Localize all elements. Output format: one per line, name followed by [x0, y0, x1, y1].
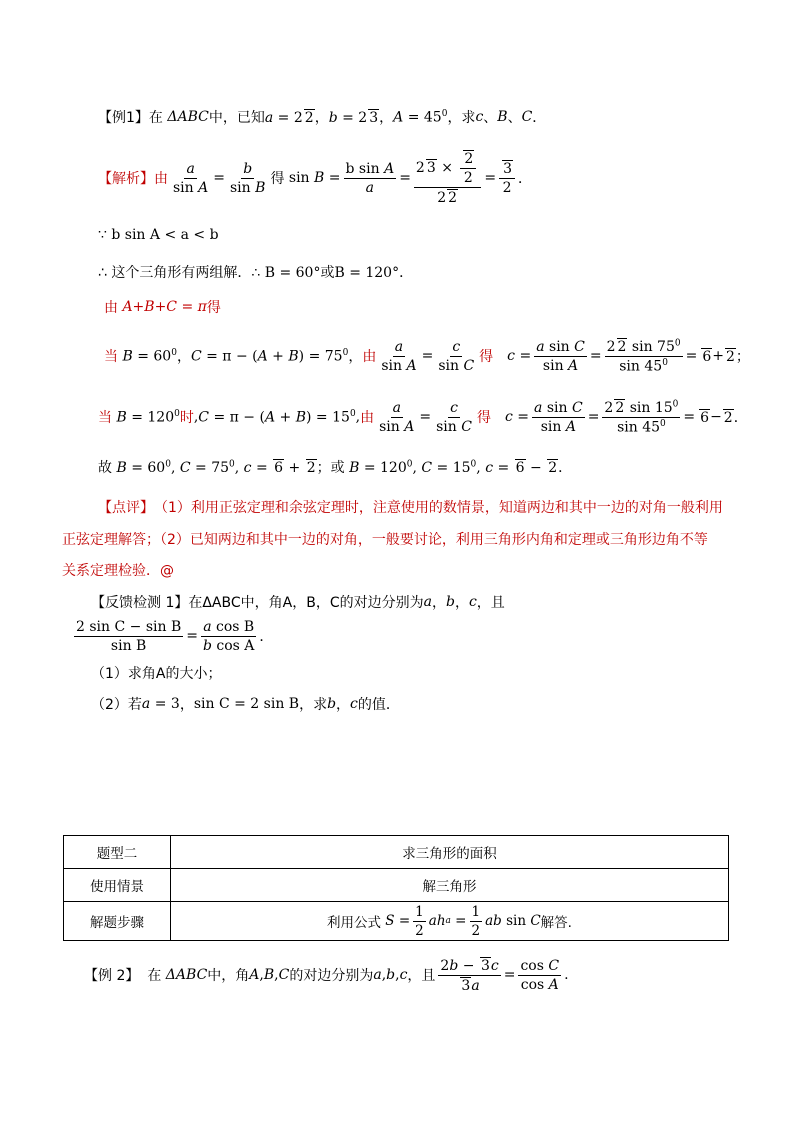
example1-text: 在: [148, 110, 163, 126]
two-solutions-text: ∴ 这个三角形有两组解．: [98, 265, 252, 281]
because-line: [98, 225, 219, 245]
feedback-label: 【反馈检测 1】: [91, 595, 189, 611]
table-row: [64, 869, 729, 902]
feedback-equation: $\frac{\text{2 sin C − sin B}}{\text{sin B}}$ = $\frac{\text{a cos B}}{\text{b cos A}}$ ．: [76, 618, 274, 654]
example2-line: 【例 2】 在 ΔABC 中，角 A , B , C 的对边分别为 a , b , c ，且 $\frac{2b - 3c}{3a}$ = $\frac{\text{cos C}}{\text{cos A}}$ .: [84, 957, 569, 994]
fraction-big: 2 3 × $\frac{2}{2}$ 2 2: [414, 150, 481, 206]
solution-line-1: 【解析】 由 $\frac{a}{\text{sin A}}$ = $\frac{b}{\text{sin B}}$ 得 sin B = $\frac{\text{b sin A}}{a}$ = 2 3 × $\frac{2}{2}$ 2 2 = $\frac{3}{2}$ ．: [98, 151, 532, 206]
case2-line: 当 $B = 120^0$ 时 , $C = \pi - (A + B) = 15^0$ , 由 $\frac{a}{\text{sin A}}$ = $\frac{c}{\text{sin C}}$ 得 c = $\frac{\text{a sin C}}{\text{sin A}}$ = $\frac{2 2 \sin 15^0}{\sin 45^0}$ = 6 − 2 ．: [98, 399, 748, 436]
comment-line-1: 【点评】 （1）利用正弦定理和余弦定理时，注意使用的数情景，知道两边和其中一边的对角一般利用: [98, 496, 723, 518]
two-solutions-line: [98, 262, 413, 282]
example1-label: 【例1】: [98, 110, 149, 126]
fraction-bsinA-a: $\frac{\text{b sin A}}{a}$: [345, 160, 395, 196]
example2-label: 【例 2】: [84, 968, 140, 984]
table-cell: 解题步骤: [64, 902, 171, 941]
math-triangle-abc: ΔABC: [162, 109, 209, 125]
fraction-b-sinB: $\frac{b}{\text{sin B}}$: [230, 160, 266, 196]
comment-label: 【点评】: [98, 500, 154, 516]
table-row: [64, 902, 729, 941]
comment-line-3: 关系定理检验．@: [62, 563, 174, 579]
case1-line: 当 $B = 60^0$ ， $C = \pi - (A + B) = 75^0$ ， 由 $\frac{a}{\text{sin A}}$ = $\frac{c}{\text{sin C}}$ 得 c = $\frac{\text{a sin C}}{\text{sin A}}$ = $\frac{2 2 \sin 75^0}{\sin 45^0}$ = 6 + 2 ；: [104, 338, 750, 375]
table-cell: 使用情景: [64, 869, 171, 902]
conclusion-line: 故 $B = 60^0$, $C = 75^0$, c = 6 + 2 ； 或 $B = 120^0$, $C = 15^0$, c = 6 − 2 ．: [98, 458, 573, 476]
table-row: [64, 836, 729, 869]
math-a-value: a = 2 2: [264, 109, 314, 126]
fraction-sqrt3-2: $\frac{3}{2}$: [499, 160, 515, 196]
because-text: ∵ b sin A < a < b: [98, 227, 219, 243]
table-cell: 求三角形的面积: [171, 836, 729, 869]
example1-line: 【例1】 在 ΔABC 中，已知 a = 2 2 ， b = 2 3 ， $A = 45^0$ ，求 c 、 B 、 C ．: [98, 108, 547, 126]
comment-line-2: 正弦定理解答；（2）已知两边和其中一边的对角，一般要讨论，利用三角形内角和定理或三角形边角不等: [62, 532, 708, 548]
therefore-B: ∴ B = 60°或B = 120°．: [251, 265, 414, 281]
solution-label: 【解析】: [98, 171, 154, 187]
feedback-q1: （1）求角A的大小；: [91, 666, 222, 682]
angle-sum-line: 由 A+B+C = π 得: [104, 299, 221, 316]
feedback-line: 【反馈检测 1】 在ΔABC中，角A，B，C的对边分别为 a ， b ， c ，且: [91, 594, 505, 611]
table-cell-formula: 利用公式 S = $\frac{1}{2}$ ah a = $\frac{1}{2}$ ab sin C 解答.: [171, 902, 729, 941]
table-cell: 解三角形: [171, 869, 729, 902]
fraction-a-sinA: $\frac{a}{\text{sin A}}$: [173, 160, 209, 196]
math-b-value: b = 2 3: [328, 109, 379, 126]
method-table: [63, 835, 729, 941]
math-A-value: $A = 45^0$: [393, 108, 448, 126]
table-cell: 题型二: [64, 836, 171, 869]
math-angle-sum: A+B+C = π: [118, 299, 207, 315]
feedback-q2: （2）若 a = 3 ， sin C = 2 sin B ，求 b ， c 的值．: [91, 696, 400, 713]
